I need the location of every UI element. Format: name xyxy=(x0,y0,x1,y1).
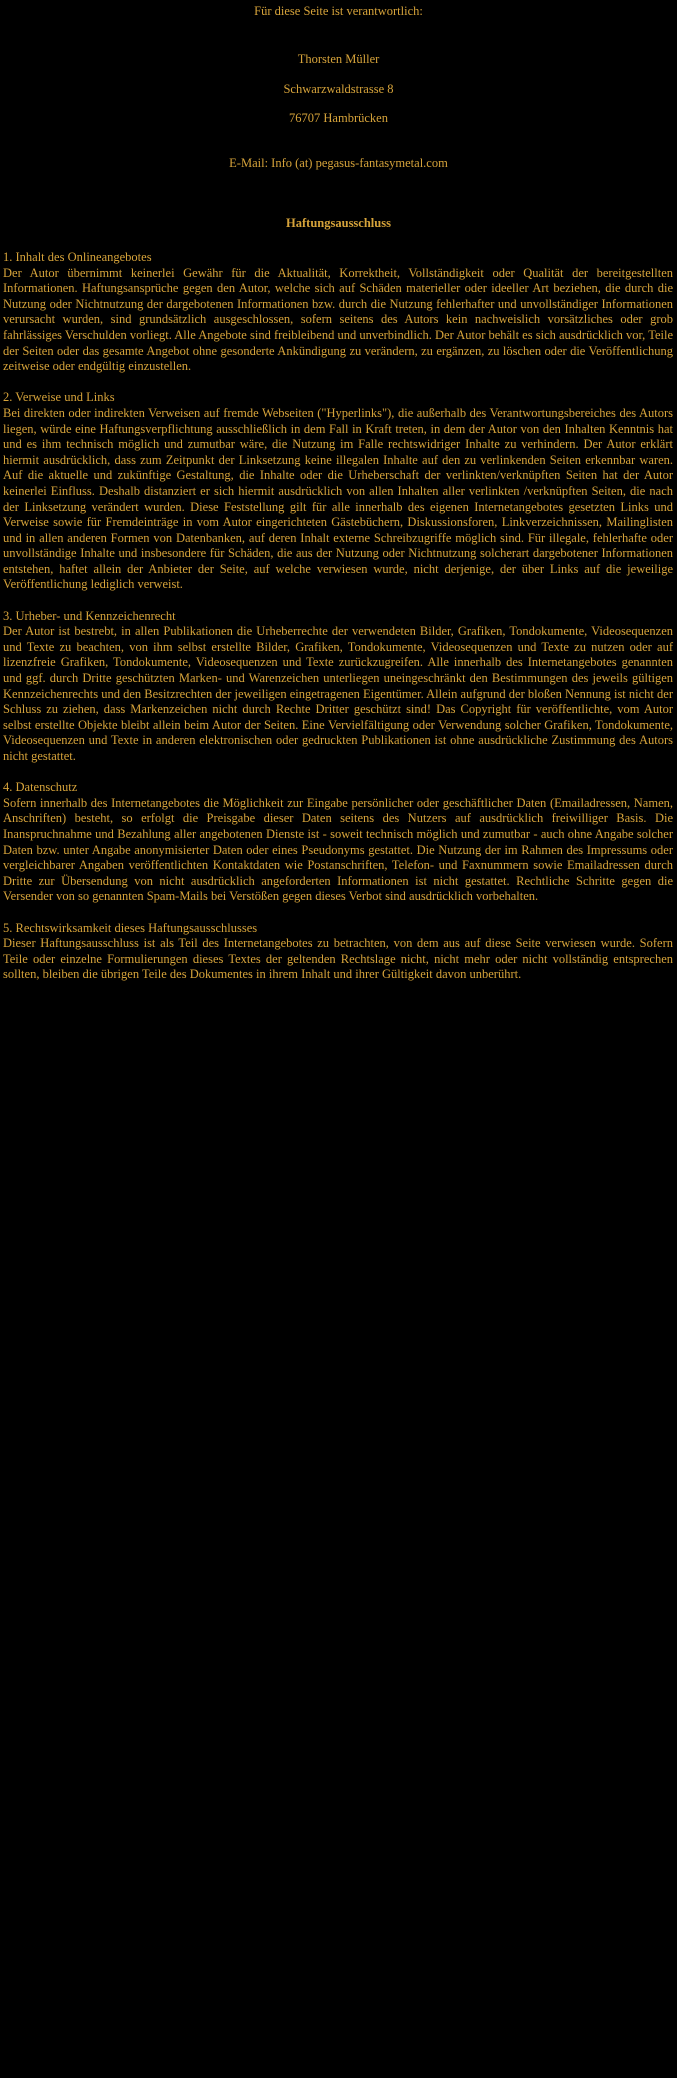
responsible-label: Für diese Seite ist verantwortlich: xyxy=(254,4,423,18)
owner-name: Thorsten Müller xyxy=(297,52,380,66)
disclaimer-content xyxy=(3,250,673,999)
section-body: Dieser Haftungsausschluss ist als Teil des Internetangebotes zu betrachten, von dem aus auf diese Seite verwiesen wurde. Sofern Teile oder einzelne Formulierungen dieses Textes der geltenden Rechtslage nicht, nicht mehr oder nicht vollständig entsprechen sollten, bleiben die übrigen Teile des Dokumentes in ihrem Inhalt und ihrer Gültigkeit davon unberührt. xyxy=(3,936,673,982)
owner-city: 76707 Hambrücken xyxy=(289,111,388,125)
section-body: Der Autor übernimmt keinerlei Gewähr für die Aktualität, Korrektheit, Vollständigkeit oder Qualität der bereitgestellten Informationen. Haftungsansprüche gegen den Autor, welche sich auf Schäden materieller oder ideeller Art beziehen, die durch die Nutzung oder Nichtnutzung der dargebotenen Informationen bzw. durch die Nutzung fehlerhafter und unvollständiger Informationen verursacht wurden, sind grundsätzlich ausgeschlossen, sofern seitens des Autors kein nachweislich vorsätzliches oder grob fahrlässiges Verschulden vorliegt. Alle Angebote sind freibleibend und unverbindlich. Der Autor behält es sich ausdrücklich vor, Teile der Seiten oder das gesamte Angebot ohne gesonderte Ankündigung zu verändern, zu ergänzen, zu löschen oder die Veröffentlichung zeitweise oder endgültig einzustellen. xyxy=(3,265,673,374)
section-heading: 3. Urheber- und Kennzeichenrecht xyxy=(3,608,176,623)
section-content xyxy=(3,250,673,375)
page-title: Haftungsausschluss xyxy=(286,216,391,230)
section-body: Der Autor ist bestrebt, in allen Publikationen die Urheberrechte der verwendeten Bilder, Grafiken, Tondokumente, Videosequenzen und Texte zu beachten, von ihm selbst erstellte Bilder, Grafiken, Tondokumente, Videosequenzen und Texte zu nutzen oder auf lizenzfreie Grafiken, Tondokumente, Videosequenzen und Texte zurückzugreifen. Alle innerhalb des Internetangebotes genannten und ggf. durch Dritte geschützten Marken- und Warenzeichen unterliegen uneingeschränkt den Bestimmungen des jeweils gültigen Kennzeichenrechts und den Besitzrechten der jeweiligen eingetragenen Eigentümer. Allein aufgrund der bloßen Nennung ist nicht der Schluss zu ziehen, dass Markenzeichen nicht durch Rechte Dritter geschützt sind! Das Copyright für veröffentlichte, vom Autor selbst erstellte Objekte bleibt allein beim Autor der Seiten. Eine Vervielfältigung oder Verwendung solcher Grafiken, Tondokumente, Videosequenzen und Texte in anderen elektronischen oder gedruckten Publikationen ist ohne ausdrückliche Zustimmung des Autors nicht gestattet. xyxy=(3,624,673,763)
section-body: Sofern innerhalb des Internetangebotes die Möglichkeit zur Eingabe persönlicher oder geschäftlicher Daten (Emailadressen, Namen, Anschriften) besteht, so erfolgt die Preisgabe dieser Daten seitens des Nutzers auf ausdrücklich freiwilliger Basis. Die Inanspruchnahme und Bezahlung aller angebotenen Dienste ist - soweit technisch möglich und zumutbar - auch ohne Angabe solcher Daten bzw. unter Angabe anonymisierter Daten oder eines Pseudonyms gestattet. Die Nutzung der im Rahmen des Impressums oder vergleichbarer Angaben veröffentlichten Kontaktdaten wie Postanschriften, Telefon- und Faxnummern sowie Emailadressen durch Dritte zur Übersendung von nicht ausdrücklich angeforderten Informationen ist nicht gestattet. Rechtliche Schritte gegen die Versender von so genannten Spam-Mails bei Verstößen gegen dieses Verbot sind ausdrücklich vorbehalten. xyxy=(3,795,673,904)
contact-email: E-Mail: Info (at) pegasus-fantasymetal.com xyxy=(229,156,448,170)
section-heading: 2. Verweise und Links xyxy=(3,390,115,405)
owner-street: Schwarzwaldstrasse 8 xyxy=(283,82,394,96)
section-copyright xyxy=(3,609,673,765)
section-body: Bei direkten oder indirekten Verweisen auf fremde Webseiten ("Hyperlinks"), die außerhalb des Verantwortungsbereiches des Autors liegen, würde eine Haftungsverpflichtung ausschließlich in dem Fall in Kraft treten, in dem der Autor von den Inhalten Kenntnis hat und es ihm technisch möglich und zumutbar wäre, die Nutzung im Falle rechtswidriger Inhalte zu verhindern. Der Autor erklärt hiermit ausdrücklich, dass zum Zeitpunkt der Linksetzung keine illegalen Inhalte auf den zu verlinkenden Seiten erkennbar waren. Auf die aktuelle und zukünftige Gestaltung, die Inhalte oder die Urheberschaft der verlinkten/verknüpften Seiten hat der Autor keinerlei Einfluss. Deshalb distanziert er sich hiermit ausdrücklich von allen Inhalten aller verlinkten /verknüpften Seiten, die nach der Linksetzung verändert wurden. Diese Feststellung gilt für alle innerhalb des eigenen Internetangebotes gesetzten Links und Verweise sowie für Fremdeinträge in vom Autor eingerichteten Gästebüchern, Diskussionsforen, Linkverzeichnissen, Mailinglisten und in allen anderen Formen von Datenbanken, auf deren Inhalt externe Schreibzugriffe möglich sind. Für illegale, fehlerhafte oder unvollständige Inhalte und insbesondere für Schäden, die aus der Nutzung oder Nichtnutzung solcherart dargebotener Informationen entstehen, haftet allein der Anbieter der Seite, auf welche verwiesen wurde, nicht derjenige, der über Links auf die jeweilige Veröffentlichung lediglich verweist. xyxy=(3,405,673,592)
section-heading: 4. Datenschutz xyxy=(3,780,78,795)
section-heading: 1. Inhalt des Onlineangebotes xyxy=(3,250,152,264)
section-privacy xyxy=(3,780,673,905)
section-validity xyxy=(3,921,673,983)
section-heading: 5. Rechtswirksamkeit dieses Haftungsausschlusses xyxy=(3,920,258,935)
section-links xyxy=(3,390,673,593)
